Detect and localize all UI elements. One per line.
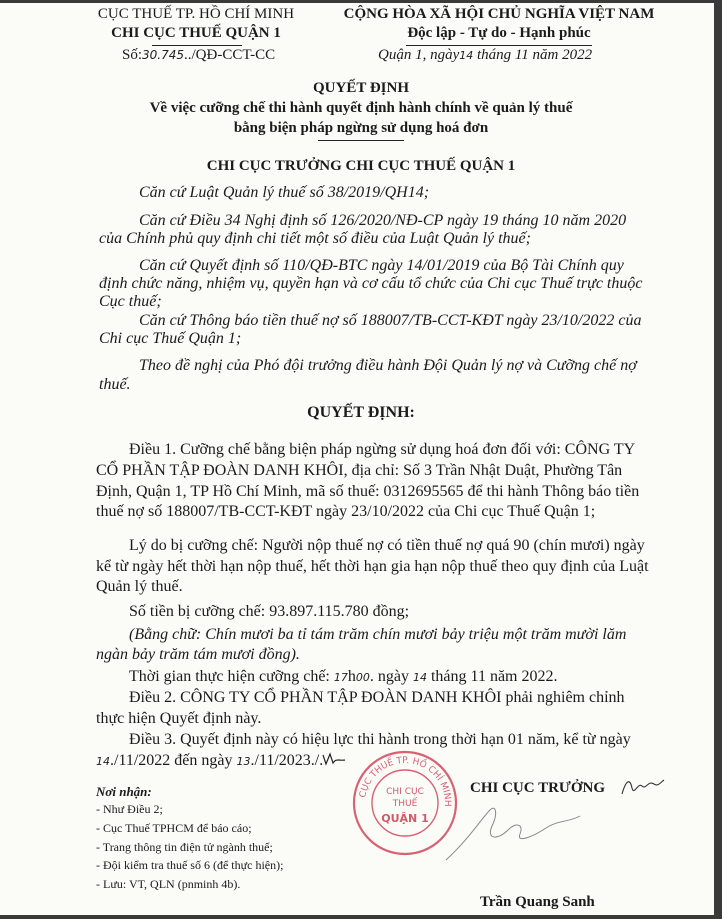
recipient-item: - Lưu: VT, QLN (pnminh 4b). [96,877,241,891]
issue-date [378,47,592,64]
seal-ring-text: CỤC THUẾ TP. HỒ CHÍ MINH [358,755,453,807]
basis-line: Căn cứ Luật Quản lý thuế số 38/2019/QH14; [139,184,430,201]
article-3-line: Điều 3. Quyết định này có hiệu lực thi hành trong thời hạn 01 năm, kể từ ngày [129,731,631,748]
signature-scribble-small [620,774,666,800]
handwritten-signature [438,800,588,870]
decision-heading: QUYẾT ĐỊNH: [307,404,415,421]
execution-hour-suffix: h [347,668,356,685]
reason-line: Quản lý thuế. [96,578,183,595]
article-3-dates [96,752,323,770]
document-number-prefix: Số: [122,47,143,63]
subject-underline [318,140,404,141]
basis-line: định chức năng, nhiệm vụ, quyền hạn và cơ cấu tổ chức của Chi cục Thuế trực thuộc [99,275,643,292]
seal-line-1: CHI CỤC [386,787,424,797]
execution-time [129,668,557,686]
effective-to-day: 13 [236,755,251,768]
basis-line: của Chính phủ quy định chi tiết một số điều của Luật Quản lý thuế; [99,230,531,247]
basis-line: thuế. [99,376,131,393]
amount-in-words: (Bằng chữ: Chín mươi ba tỉ tám trăm chín mươi bảy triệu một trăm mười lăm [129,626,627,643]
article-1-line: CỔ PHẦN TẬP ĐOÀN DANH KHÔI, địa chỉ: Số 3 Trần Nhật Duật, Phường Tân [96,462,623,479]
agency-underline [152,45,242,46]
article-1-line: Điều 1. Cưỡng chế bằng biện pháp ngừng sử dụng hoá đơn đối với: CÔNG TY [129,441,636,458]
article-1-line: Định, Quận 1, TP Hồ Chí Minh, mã số thuế: 0312695565 để thi hành Thông báo tiền [96,483,640,500]
seal-line-2: THUẾ [392,799,418,809]
execution-minute: 00 [355,671,370,684]
document-number [122,47,275,64]
execution-hour: 17 [333,671,348,684]
reason-line: Lý do bị cưỡng chế: Người nộp thuế nợ có tiền thuế nợ quá 90 (chín mươi) ngày [129,537,645,554]
issue-date-prefix: Quận 1, ngày [378,47,460,63]
scan-border-right [714,0,722,919]
issuing-authority: CHI CỤC TRƯỞNG CHI CỤC THUẾ QUẬN 1 [206,158,516,174]
basis-line: Căn cứ Thông báo tiền thuế nợ số 188007/TB-CCT-KĐT ngày 23/10/2022 của [139,312,642,329]
recipients-label: Nơi nhận: [96,784,152,799]
execution-day: 14 [412,671,427,684]
basis-line: Căn cứ Điều 34 Nghị định số 126/2020/NĐ-CP ngày 19 tháng 10 năm 2020 [139,212,627,229]
decision-subject-line-2: bằng biện pháp ngừng sử dụng hoá đơn [233,120,489,136]
basis-line: Cục thuế; [99,293,162,310]
motto-underline [406,45,592,46]
scan-border-bottom [0,915,722,919]
initials-scribble [322,752,346,766]
scan-border-top [0,0,722,3]
agency-name: CHI CỤC THUẾ QUẬN 1 [111,25,281,41]
recipient-item: - Trang thông tin điện tử ngành thuế; [96,840,273,854]
article-2-line: thực hiện Quyết định này. [96,710,262,727]
enforced-amount: Số tiền bị cưỡng chế: 93.897.115.780 đồng; [129,603,410,620]
signer-name: Trần Quang Sanh [480,894,595,910]
article-2-line: Điều 2. CÔNG TY CỔ PHẦN TẬP ĐOÀN DANH KHÔI phải nghiêm chỉnh [129,689,625,706]
document-number-handwritten: 30.745 [142,48,185,62]
seal-line-3: QUẬN 1 [381,812,429,825]
execution-time-prefix: Thời gian thực hiện cưỡng chế: [129,668,330,685]
agency-parent: CỤC THUẾ TP. HỒ CHÍ MINH [97,6,295,22]
reason-line: kể từ ngày hết thời hạn nộp thuế, hết thời hạn gia hạn nộp thuế theo quy định của Luật [96,558,649,575]
issue-date-suffix: tháng 11 năm 2022 [477,47,593,63]
decision-subject-line-1: Về việc cưỡng chế thi hành quyết định hành chính về quản lý thuế [149,100,573,116]
document-number-suffix: ../QĐ-CCT-CC [184,47,276,63]
execution-mid: . ngày [369,668,409,685]
effective-from-day: 14 [96,755,110,768]
basis-line: Căn cứ Quyết định số 110/QĐ-BTC ngày 14/01/2019 của Bộ Tài Chính quy [139,257,624,274]
recipient-item: - Như Điều 2; [96,802,163,816]
effective-from-suffix: ./11/2022 đến ngày [110,752,233,769]
basis-line: Theo đề nghị của Phó đội trưởng điều hành Đội Quản lý nợ và Cưỡng chế nợ [139,357,637,374]
recipient-item: - Đội kiểm tra thuế số 6 (để thực hiện); [96,858,284,872]
signer-role: CHI CỤC TRƯỞNG [470,780,606,796]
decision-title: QUYẾT ĐỊNH [313,80,409,96]
recipient-item: - Cục Thuế TPHCM để báo cáo; [96,821,252,835]
issue-date-day: 14 [459,49,474,62]
amount-in-words: ngàn bảy trăm tám mươi đồng). [96,646,300,663]
effective-to-suffix: ./11/2023./. [250,752,324,769]
execution-suffix: tháng 11 năm 2022. [430,668,558,685]
nation-title: CỘNG HÒA XÃ HỘI CHỦ NGHĨA VIỆT NAM [343,6,655,22]
nation-motto: Độc lập - Tự do - Hạnh phúc [407,25,591,41]
basis-line: Chi cục Thuế Quận 1; [99,330,242,347]
article-1-line: thuế nợ số 188007/TB-CCT-KĐT ngày 23/10/2022 của Chi cục Thuế Quận 1; [96,503,596,520]
